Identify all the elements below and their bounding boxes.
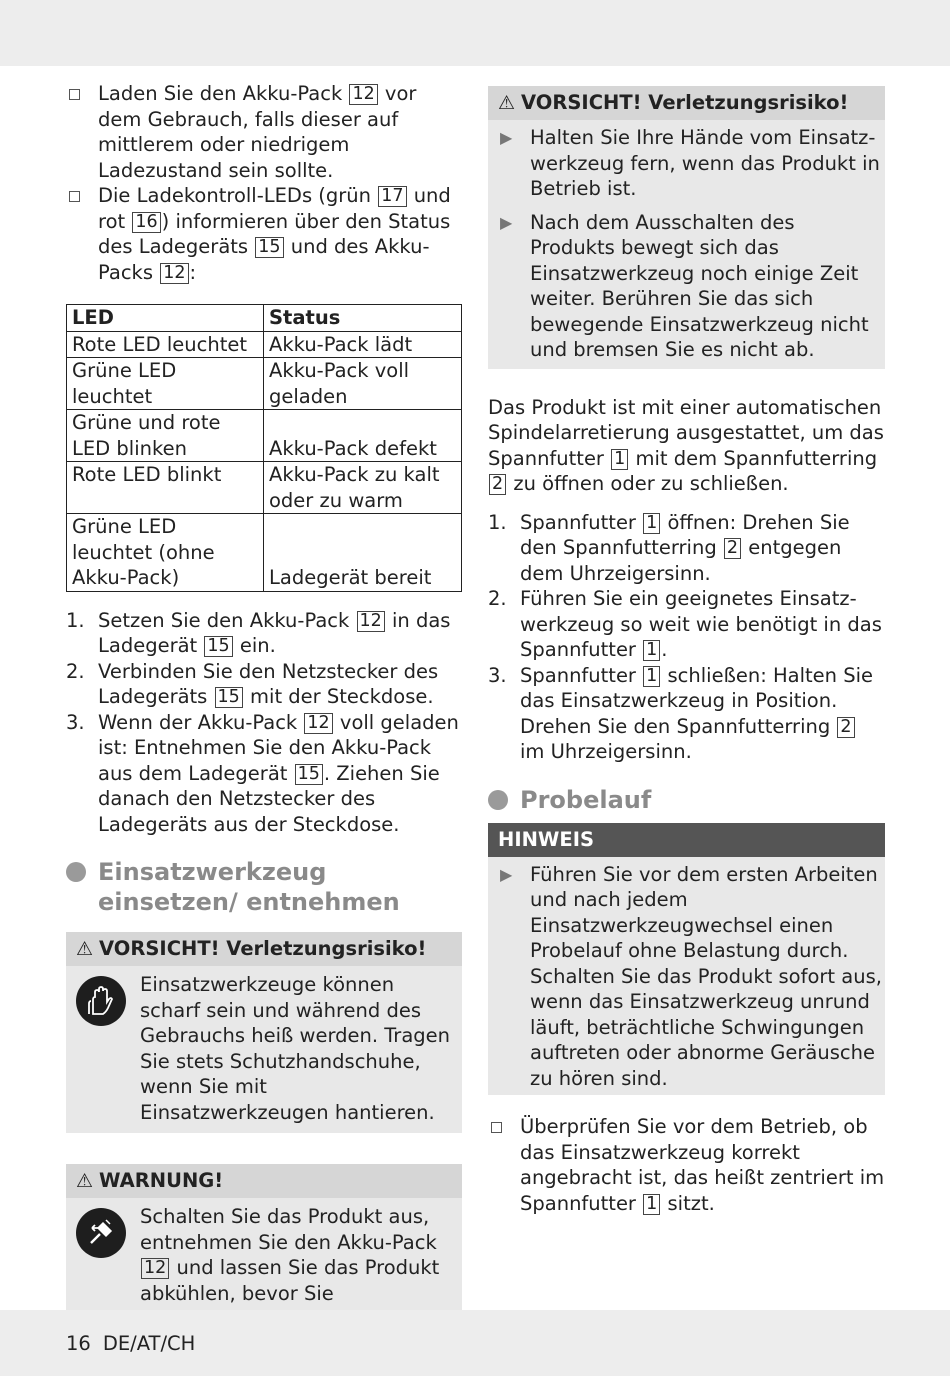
step-number: 2. [488,587,507,610]
table-cell: Akku-Pack zu kalt oder zu warm [264,462,462,514]
table-cell: Grüne LED leuchtet [67,358,264,410]
warning-box-title: ⚠ WARNUNG! [66,1164,462,1198]
checkbox-square-icon [69,191,80,202]
step-number: 1. [488,510,507,534]
part-ref: 15 [204,636,232,657]
table-cell: Rote LED blinkt [67,462,264,514]
chuck-steps [488,510,885,765]
header-band [0,0,950,66]
bullet-dot-icon [66,862,86,882]
list-item: 2. Verbinden Sie den Netzstecker des Ladegeräts 15 mit der Steckdose. [66,659,439,708]
table-row [67,514,462,592]
step-number: 3. [488,663,507,687]
part-ref: 1 [611,449,628,470]
check-bullets [488,1114,885,1216]
list-item: Die Ladekontroll-LEDs (grün 17 und rot 16 ) informieren über den Status des Ladegeräts 15 und des Akku-Packs 12 : [66,183,462,285]
part-ref: 15 [215,687,243,708]
caution-box-body [66,966,462,1133]
caution-box-title: ⚠ VORSICHT! Verletzungsrisiko! [66,932,462,966]
warning-triangle-icon: ⚠ [76,938,94,960]
charging-steps [66,608,462,838]
note-box [488,823,885,1096]
table-row [67,331,462,358]
caution-box-title: ⚠ VORSICHT! Verletzungsrisiko! [488,86,885,120]
list-item: Laden Sie den Akku-Pack 12 vor dem Gebrauch, falls dieser auf mittlerem oder niedrigem Ladezustand sein sollte. [66,81,462,183]
warning-triangle-icon: ⚠ [498,92,516,114]
table-header: Status [264,305,462,332]
table-cell: Grüne und rote LED blinken [67,410,264,462]
part-ref: 15 [255,237,283,258]
part-ref: 1 [643,640,660,661]
warning-text: Schalten Sie das Produkt aus, entnehmen Sie den Akku-Pack 12 und lassen Sie das Produkt abkühlen, bevor Sie [140,1205,440,1305]
section-heading: Einsatzwerkzeug einsetzen/ entnehmen [66,857,462,917]
part-ref: 12 [141,1258,169,1279]
left-column [66,81,462,1340]
part-ref: 17 [378,186,406,207]
caution-box [66,932,462,1133]
part-ref: 2 [724,538,741,559]
list-item: ▶ Halten Sie Ihre Hände vom Einsatzwerkzeug fern, wenn das Produkt in Betrieb ist. [500,126,880,200]
gloves-icon [76,976,126,1026]
list-item: Überprüfen Sie vor dem Betrieb, ob das Einsatzwerkzeug korrekt angebracht ist, das heißt zentriert im Spannfutter 1 sitzt. [488,1114,885,1216]
list-item: 1. Spannfutter 1 öffnen: Drehen Sie den Spannfutterring 2 entgegen dem Uhrzeigersinn. [488,510,850,585]
table-cell: Grüne LED leuchtet (ohne Akku-Pack) [67,514,264,592]
note-box-title: HINWEIS [488,823,885,857]
list-item: 1. Setzen Sie den Akku-Pack 12 in das Ladegerät 15 ein. [66,608,451,657]
warning-triangle-icon: ⚠ [76,1170,94,1192]
step-number: 2. [66,659,85,683]
table-header: LED [67,305,264,332]
bullet-dot-icon [488,790,508,810]
part-ref: 12 [160,263,188,284]
part-ref: 16 [132,212,160,233]
list-item: 3. Wenn der Akku-Pack 12 voll geladen ist: Entnehmen Sie den Akku-Pack aus dem Ladegerät 15 . Ziehen Sie danach den Netzstecker des Ladegeräts aus der Steckdose. [66,710,459,836]
list-item: ▶ Nach dem Ausschalten des Produkts bewegt sich das Einsatzwerkzeug noch einige Zeit weiter. Berühren Sie das sich bewegende Einsatzwerkzeug nicht und bremsen Sie es nicht ab. [500,210,869,361]
table-cell: Akku-Pack defekt [264,410,462,462]
table-cell: Rote LED leuchtet [67,331,264,358]
part-ref: 1 [643,1194,660,1215]
part-ref: 2 [837,717,854,738]
page-number: 16 [66,1332,91,1355]
table-row [67,358,462,410]
right-column [488,86,885,1216]
charging-bullets [66,81,462,285]
part-ref: 12 [357,611,385,632]
unplug-icon [76,1208,126,1258]
table-header-row [67,305,462,332]
part-ref: 15 [295,764,323,785]
part-ref: 1 [643,666,660,687]
note-items [488,857,885,1092]
arrow-right-icon: ▶ [500,212,513,232]
region-label: DE/AT/CH [102,1332,196,1355]
table-row [67,462,462,514]
part-ref: 12 [349,84,377,105]
list-item: ▶ Führen Sie vor dem ersten Arbeiten und nach jedem Einsatzwerkzeugwechsel einen Probelauf ohne Belastung durch. Schalten Sie das Produkt sofort aus, wenn das Einsatzwerkzeug unrund läuft, beträchtliche Schwingungen auftreten oder abnorme Geräusche zu hören sind. [500,862,882,1090]
list-item: 3. Spannfutter 1 schließen: Halten Sie das Einsatzwerkzeug in Position. Drehen Sie den Spannfutterring 2 im Uhrzeigersinn. [488,663,873,763]
arrow-right-icon: ▶ [500,128,513,147]
page-footer [66,1331,207,1357]
step-number: 3. [66,710,85,734]
spindle-lock-intro: Das Produkt ist mit einer automatischen Spindelarretierung ausgestattet, um das Spannfutter 1 mit dem Spannfutterring 2 zu öffnen oder zu schließen. [488,395,884,495]
caution-box [488,86,885,369]
caution-items [488,120,885,363]
table-cell: Ladegerät bereit [264,514,462,592]
part-ref: 2 [489,474,506,495]
led-status-table [66,304,462,592]
list-item: 2. Führen Sie ein geeignetes Einsatzwerkzeug so weit wie benötigt in das Spannfutter 1 . [488,587,882,661]
checkbox-square-icon [69,89,80,100]
part-ref: 1 [643,513,660,534]
step-number: 1. [66,608,85,632]
table-cell: Akku-Pack voll geladen [264,358,462,410]
caution-text: Einsatzwerkzeuge können scharf sein und während des Gebrauchs heiß werden. Tragen Sie stets Schutzhandschuhe, wenn Sie mit Einsatzwerkzeugen hantieren. [140,973,451,1124]
arrow-right-icon: ▶ [500,864,513,884]
table-row [67,410,462,462]
checkbox-square-icon [491,1122,502,1133]
section-heading: Probelauf [488,785,885,815]
table-cell: Akku-Pack lädt [264,331,462,358]
part-ref: 12 [304,713,332,734]
